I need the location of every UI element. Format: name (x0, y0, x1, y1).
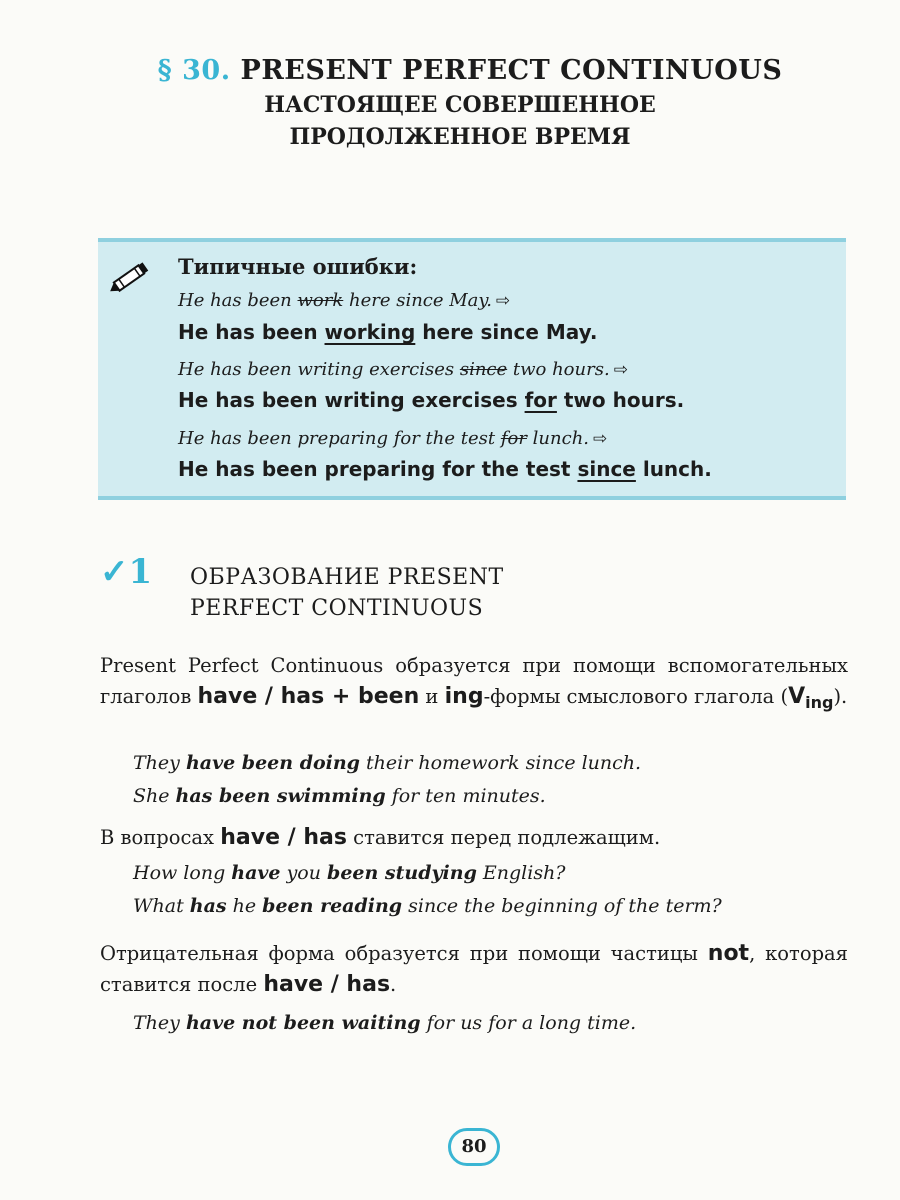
example-sentence: How long have you been studying English? (133, 862, 566, 884)
underlined-word: since (577, 457, 636, 481)
struck-word: since (459, 359, 508, 380)
error-wrong-2: He has been writing exercises since two hours. ⇨ (178, 359, 628, 380)
example-sentence: They have been doing their homework since lunch. (133, 752, 642, 774)
error-correct-1: He has been working here since May. (178, 320, 598, 344)
section-title-ru-2: ПРОДОЛЖЕННОЕ ВРЕМЯ (289, 124, 631, 150)
error-correct-3: He has been preparing for the test since lunch. (178, 457, 712, 481)
example-sentence: What has he been reading since the beginning of the term? (133, 895, 722, 917)
paragraph-questions: В вопросах have / has ставится перед подлежащим. (100, 825, 661, 850)
error-correct-2: He has been writing exercises for two hours. (178, 388, 685, 412)
section-number: § 30. (157, 55, 231, 86)
section-title-ru-1: НАСТОЯЩЕЕ СОВЕРШЕННОЕ (264, 92, 656, 118)
errors-title: Типичные ошибки: (178, 254, 418, 279)
subsection-number: ✓1 (100, 552, 153, 592)
underlined-word: working (324, 320, 416, 344)
section-title-en: PRESENT PERFECT CONTINUOUS (240, 55, 783, 86)
example-sentence: She has been swimming for ten minutes. (133, 785, 546, 807)
error-wrong-1: He has been work here since May. ⇨ (178, 290, 511, 311)
paragraph-formation: Present Perfect Continuous образуется при помощи вспомогательных глаголов have / has + been и ing-формы смыслового глагола $(V_{ing})$. (100, 654, 848, 712)
section-header (0, 55, 900, 150)
arrow-right-icon: ⇨ (593, 429, 608, 449)
example-sentence: They have not been waiting for us for a long time. (133, 1012, 637, 1034)
subsection-title: ОБРАЗОВАНИЕ PRESENT PERFECT CONTINUOUS (190, 565, 504, 621)
struck-word: for (500, 428, 527, 449)
struck-word: work (297, 290, 344, 311)
error-wrong-3: He has been preparing for the test for lunch. ⇨ (178, 428, 608, 449)
page-number: 80 (448, 1128, 500, 1166)
pencil-icon (106, 258, 152, 298)
typical-errors-box (98, 238, 846, 500)
arrow-right-icon: ⇨ (495, 291, 511, 311)
arrow-right-icon: ⇨ (613, 360, 628, 380)
underlined-word: for (524, 388, 557, 412)
paragraph-negative: Отрицательная форма образуется при помощи частицы not, которая ставится после have / has. (100, 941, 848, 997)
section-title (40, 55, 900, 86)
